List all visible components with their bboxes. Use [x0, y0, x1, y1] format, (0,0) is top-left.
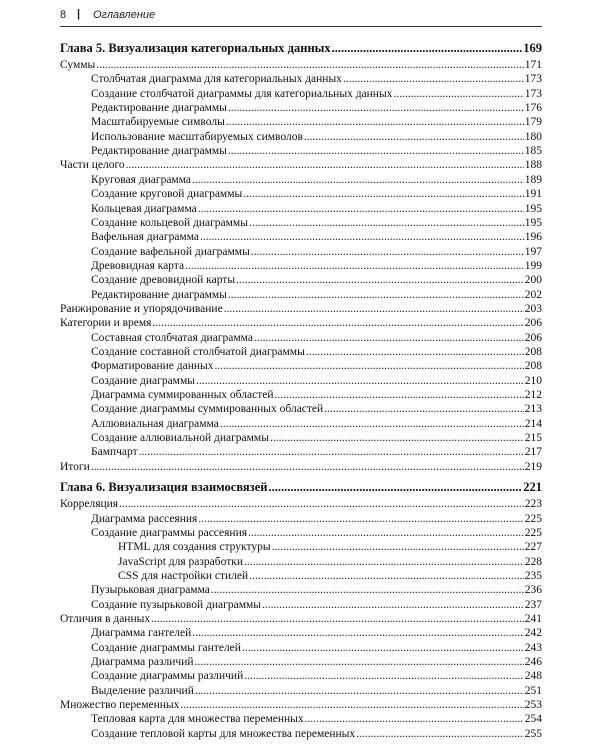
toc-page-number: 241 [524, 612, 542, 625]
toc-leader-dots [272, 540, 524, 554]
toc-entry-title: Создание кольцевой диаграммы [91, 216, 248, 229]
toc-page-number: 189 [524, 173, 542, 186]
toc-entry[interactable] [60, 612, 542, 626]
toc-leader-dots [126, 158, 524, 172]
toc-page-number: 200 [524, 274, 542, 287]
toc-entry-title: Редактирование диаграммы [91, 145, 227, 158]
toc-entry[interactable] [60, 87, 542, 101]
toc-entry-title: Диаграмма гантелей [91, 627, 192, 640]
toc-page-number: 169 [523, 41, 542, 55]
toc-entry[interactable] [60, 526, 542, 540]
toc-entry-title: Форматирование данных [91, 360, 214, 373]
toc-entry-title: Глава 5. Визуализация категориальных данных [60, 41, 331, 55]
toc-entry[interactable] [60, 583, 542, 597]
toc-page-number: 197 [524, 245, 542, 258]
toc-entry[interactable] [60, 72, 542, 86]
toc-page-number: 173 [524, 87, 542, 100]
toc-page-number: 173 [524, 73, 542, 86]
toc-leader-dots [215, 359, 524, 373]
toc-page-number: 188 [524, 159, 542, 172]
toc-entry-title: Создание круговой диаграммы [91, 188, 243, 201]
toc-entry[interactable] [60, 202, 542, 216]
toc-leader-dots [228, 101, 524, 115]
toc-entry-title: Создание диаграммы [91, 374, 195, 387]
toc-leader-dots [332, 41, 523, 55]
toc-leader-dots [249, 569, 524, 583]
toc-page-number: 246 [524, 656, 542, 668]
toc-page-number: 191 [524, 188, 542, 201]
toc-leader-dots [195, 655, 524, 669]
toc-leader-dots [306, 345, 524, 359]
toc-entry[interactable] [60, 388, 542, 402]
toc-entry-title: Столбчатая диаграмма для категориальных данных [91, 73, 342, 86]
toc-entry[interactable] [60, 302, 542, 316]
toc-entry-title: Круговая диаграмма [91, 173, 192, 186]
toc-entry-title: Выделение различий [91, 684, 194, 697]
toc-entry-title: Бампчарт [91, 446, 138, 459]
toc-entry[interactable] [60, 144, 542, 158]
toc-chapter-entry[interactable] [60, 41, 542, 55]
toc-entry[interactable] [60, 273, 542, 287]
toc-page-number: 236 [524, 584, 542, 597]
toc-page-number: 208 [524, 346, 542, 358]
toc-page-number: 225 [524, 526, 542, 539]
toc-entry[interactable] [60, 230, 542, 244]
toc-leader-dots [119, 497, 524, 511]
toc-entry-title: Создание пузырьковой диаграммы [91, 598, 262, 611]
toc-entry-title: Создание диаграммы гантелей [91, 641, 241, 654]
toc-entry-title: Отличия в данных [60, 612, 151, 625]
toc-leader-dots [343, 72, 524, 86]
toc-entry-title: Тепловая карта для множества переменных [91, 713, 304, 726]
toc-page-number: 202 [524, 288, 542, 301]
toc-entry[interactable] [60, 115, 542, 129]
toc-page-number: 248 [524, 670, 542, 683]
toc-entry-title: Создание диаграммы различий [91, 670, 244, 683]
toc-entry[interactable] [60, 669, 542, 683]
toc-leader-dots [192, 626, 524, 640]
toc-leader-dots [198, 202, 524, 216]
toc-entry[interactable] [60, 641, 542, 655]
toc-entry-title: Создание столбчатой диаграммы для категориальных данных [91, 87, 393, 100]
toc-entry[interactable] [60, 727, 542, 741]
toc-leader-dots [185, 259, 524, 273]
toc-page-number: 242 [524, 627, 542, 640]
toc-leader-dots [244, 555, 524, 569]
toc-entry-title: Множество переменных [60, 699, 180, 712]
toc-entry[interactable] [60, 497, 542, 511]
toc-page-number: 196 [524, 231, 542, 244]
toc-page-number: 203 [524, 302, 542, 315]
toc-page-number: 185 [524, 145, 542, 158]
toc-leader-dots [192, 173, 524, 187]
toc-page-number: 255 [524, 727, 542, 740]
toc-entry-title: Части целого [60, 159, 125, 172]
toc-page-number: 179 [524, 116, 542, 129]
toc-leader-dots [96, 58, 523, 72]
toc-entry[interactable] [60, 431, 542, 445]
toc-page-number: 199 [524, 259, 542, 272]
toc-entry-title: Диаграмма суммированных областей [91, 389, 274, 402]
toc-page-number: 214 [524, 417, 542, 430]
toc-entry-title: Кольцевая диаграмма [91, 202, 197, 215]
toc-entry[interactable] [60, 402, 542, 416]
toc-page-number: 221 [523, 480, 542, 495]
toc-entry-title: Создание составной столбчатой диаграммы [91, 346, 305, 358]
toc-page-number: 235 [524, 569, 542, 582]
toc-entry[interactable] [60, 655, 542, 669]
toc-entry[interactable] [60, 158, 542, 172]
toc-page-number: 210 [524, 374, 542, 387]
toc-page-number: 217 [524, 446, 542, 459]
toc-page-number: 208 [524, 360, 542, 373]
toc-page-number: 195 [524, 202, 542, 215]
toc-page-number: 237 [524, 598, 542, 611]
toc-page-number: 180 [524, 130, 542, 143]
toc-entry[interactable] [60, 331, 542, 345]
toc-leader-dots [211, 583, 524, 597]
toc-entry-title: Пузырьковая диаграмма [91, 584, 210, 597]
running-header [60, 9, 540, 25]
header-rule [60, 26, 542, 27]
toc-entry-title: Редактирование диаграммы [91, 288, 227, 301]
toc-leader-dots [242, 641, 524, 655]
toc-entry[interactable] [60, 555, 542, 569]
toc-leader-dots [304, 130, 524, 144]
toc-entry[interactable] [60, 626, 542, 640]
toc-entry-title: Диаграмма рассеяния [91, 512, 198, 525]
toc-entry-title: Глава 6. Визуализация взаимосвязей [60, 480, 268, 495]
toc-leader-dots [356, 727, 524, 741]
toc-entry[interactable] [60, 598, 542, 612]
toc-entry-title: Создание тепловой карты для множества переменных [91, 727, 356, 740]
toc-entry[interactable] [60, 569, 542, 583]
toc-page-number: 206 [524, 317, 542, 330]
header-separator: | [77, 8, 81, 20]
toc-entry[interactable] [60, 130, 542, 144]
toc-entry-title: Древовидная карта [91, 259, 185, 272]
toc-leader-dots [268, 480, 522, 494]
toc-leader-dots [152, 316, 523, 330]
toc-entry[interactable] [60, 288, 542, 302]
toc-entry-title: Категории и время [60, 317, 152, 330]
toc-entry[interactable] [60, 316, 542, 330]
toc-page-number: 228 [524, 555, 542, 568]
toc-entry[interactable] [60, 374, 542, 388]
toc-entry-title: Создание вафельной диаграммы [91, 245, 250, 258]
toc-leader-dots [262, 598, 524, 612]
toc-entry[interactable] [60, 712, 542, 726]
toc-entry-title: Составная столбчатая диаграмма [91, 331, 253, 344]
toc-page-number: 243 [524, 641, 542, 654]
toc-entry-title: JavaScript для разработки [118, 555, 244, 568]
toc-page-number: 206 [524, 331, 542, 344]
toc-entry-title: Масштабируемые символы [91, 116, 225, 129]
toc-page-number: 195 [524, 216, 542, 229]
toc-page-number: 215 [524, 432, 542, 445]
toc-leader-dots [228, 144, 524, 158]
toc-leader-dots [243, 187, 524, 201]
toc-leader-dots [196, 374, 524, 388]
toc-entry[interactable] [60, 173, 542, 187]
toc-entry-title: Корреляция [60, 498, 119, 511]
toc-leader-dots [248, 526, 524, 540]
toc-entry[interactable] [60, 417, 542, 431]
toc-entry-title: Создание древовидной карты [91, 274, 236, 287]
toc-page-number: 212 [524, 389, 542, 402]
toc-entry-title: CSS для настройки стилей [118, 569, 249, 582]
toc-page-number: 254 [524, 713, 542, 726]
toc-entry[interactable] [60, 460, 542, 474]
toc-entry[interactable] [60, 187, 542, 201]
toc-page-number: 251 [524, 684, 542, 697]
toc-leader-dots [198, 512, 523, 526]
toc-page-number: 253 [524, 699, 542, 712]
toc-leader-dots [251, 245, 524, 259]
toc-entry[interactable] [60, 512, 542, 526]
toc-leader-dots [139, 445, 524, 459]
toc-entry-title: Создание аллювиальной диаграммы [91, 432, 269, 445]
toc-leader-dots [249, 216, 524, 230]
toc-leader-dots [200, 230, 524, 244]
toc-entry-title: Итоги [60, 460, 90, 473]
toc-leader-dots [236, 273, 524, 287]
toc-page-number: 171 [524, 59, 542, 71]
toc-entry[interactable] [60, 445, 542, 459]
toc-leader-dots [274, 388, 523, 402]
toc-entry[interactable] [60, 684, 542, 698]
toc-leader-dots [151, 612, 524, 626]
toc-entry-title: Ранжирование и упорядочивание [60, 302, 223, 315]
toc-leader-dots [91, 460, 524, 474]
toc-entry[interactable] [60, 245, 542, 259]
toc-leader-dots [224, 302, 524, 316]
toc-page-number: 219 [524, 460, 542, 473]
toc-leader-dots [305, 712, 524, 726]
toc-leader-dots [228, 288, 524, 302]
page-number: 8 [60, 9, 67, 21]
toc-leader-dots [393, 87, 523, 101]
toc-entry[interactable] [60, 216, 542, 230]
toc-entry[interactable] [60, 540, 542, 554]
toc-entry-title: Аллювиальная диаграмма [91, 417, 219, 430]
toc-entry-title: Диаграмма различий [91, 656, 194, 668]
toc-entry-title: Редактирование диаграммы [91, 102, 227, 115]
toc-leader-dots [180, 698, 523, 712]
toc-leader-dots [226, 115, 524, 129]
toc-leader-dots [220, 417, 524, 431]
toc-entry[interactable] [60, 698, 542, 712]
toc-entry[interactable] [60, 259, 542, 273]
toc-entry[interactable] [60, 359, 542, 373]
toc-leader-dots [244, 669, 524, 683]
toc-entry-title: HTML для создания структуры [118, 541, 271, 554]
toc-leader-dots [324, 402, 524, 416]
toc-entry-title: Суммы [60, 59, 96, 71]
toc-leader-dots [270, 431, 524, 445]
toc-chapter-entry[interactable] [60, 480, 542, 494]
header-title: Оглавление [93, 9, 156, 21]
toc-entry[interactable] [60, 58, 542, 72]
toc-entry[interactable] [60, 345, 542, 359]
toc-entry-title: Вафельная диаграмма [91, 231, 199, 244]
toc-page-number: 176 [524, 102, 542, 115]
toc-leader-dots [195, 684, 524, 698]
toc-page-number: 227 [524, 541, 542, 554]
toc-page-number: 223 [524, 498, 542, 511]
toc-entry-title: Использование масштабируемых символов [91, 130, 303, 143]
toc-entry[interactable] [60, 101, 542, 115]
toc-page-number: 225 [524, 512, 542, 525]
toc-page-number: 213 [524, 403, 542, 416]
toc-entry-title: Создание диаграммы рассеяния [91, 526, 248, 539]
toc-leader-dots [254, 331, 524, 345]
toc-entry-title: Создание диаграммы суммированных областей [91, 403, 324, 416]
